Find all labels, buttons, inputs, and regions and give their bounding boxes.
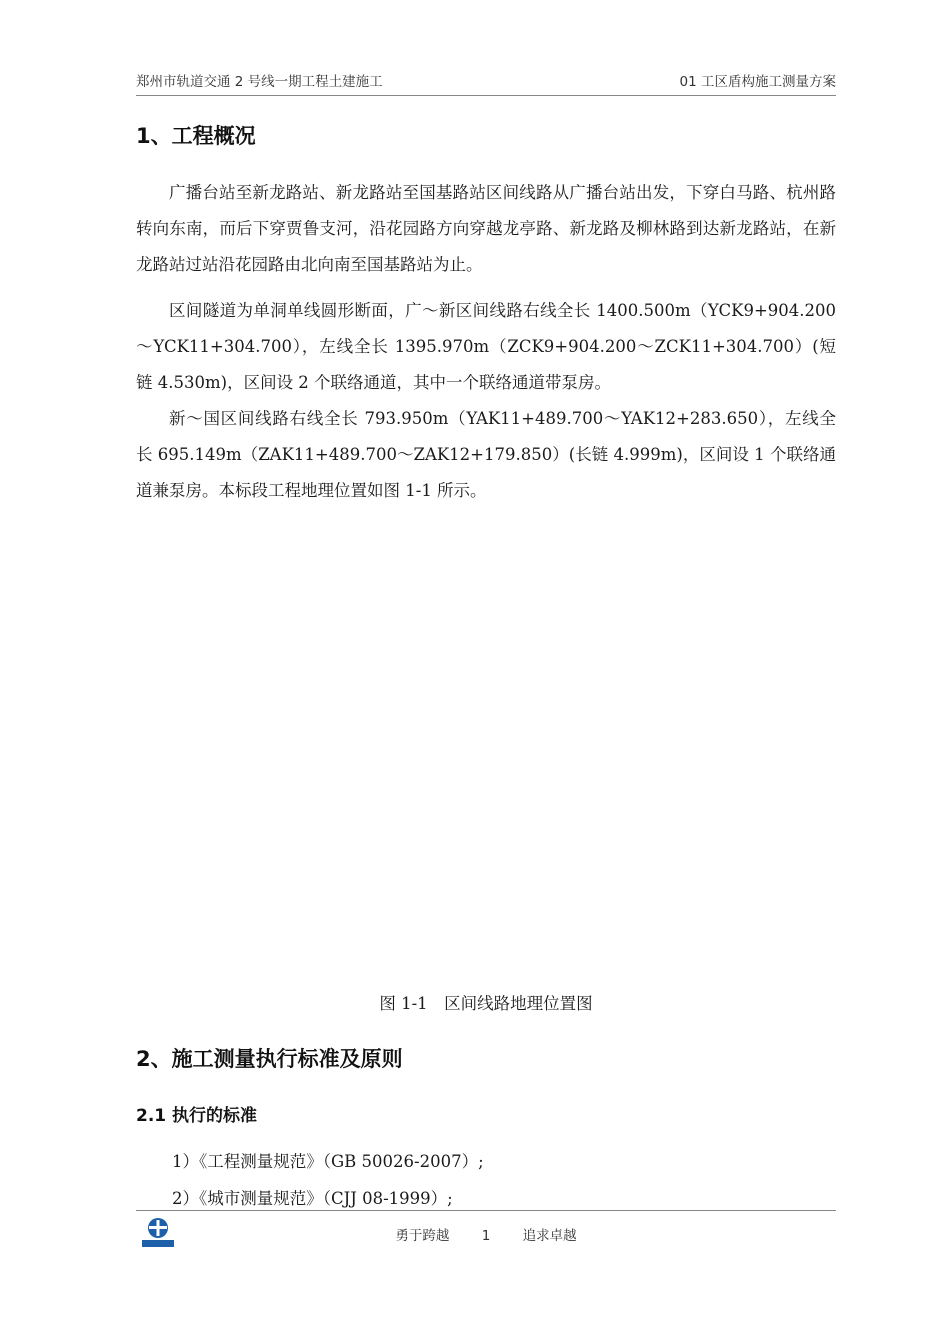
standard-item-2: 2）《城市测量规范》（CJJ 08-1999）; bbox=[172, 1189, 453, 1208]
paragraph-1: 广播台站至新龙路站、新龙路站至国基路站区间线路从广播台站出发，下穿白马路、杭州路转向东南，而后下穿贾鲁支河，沿花园路方向穿越龙亭路、新龙路及柳林路到达新龙路站，在新龙路站过站沿花园路由北向南至国基路站为止。 bbox=[136, 183, 836, 274]
header-right: 01 工区盾构施工测量方案 bbox=[679, 74, 836, 90]
paragraph-2: 区间隧道为单洞单线圆形断面，广～新区间线路右线全长 1400.500m（YCK9+904.200～YCK11+304.700），左线全长 1395.970m（ZCK9+904.200～ZCK11+304.700）(短链 4.530m)，区间设 2 个联络通道，其中一个联络通道带泵房。 bbox=[136, 301, 836, 392]
page-header bbox=[136, 66, 836, 90]
footer-rule bbox=[136, 1210, 836, 1211]
header-left: 郑州市轨道交通 2 号线一期工程土建施工 bbox=[136, 74, 383, 90]
header-rule bbox=[136, 95, 836, 96]
page-footer bbox=[0, 1224, 950, 1244]
footer-right: 追求卓越 bbox=[522, 1228, 577, 1244]
paragraph-3: 新～国区间线路右线全长 793.950m（YAK11+489.700～YAK12+283.650），左线全长 695.149m（ZAK11+489.700～ZAK12+179.850）(长链 4.999m)，区间设 1 个联络通道兼泵房。本标段工程地理位置如图 1-1 所示。 bbox=[136, 409, 836, 500]
section-2-title: 2、施工测量执行标准及原则 bbox=[136, 1047, 403, 1071]
figure-placeholder bbox=[136, 520, 836, 975]
footer-left: 勇于跨越 bbox=[395, 1228, 450, 1244]
page-number: 1 bbox=[481, 1228, 491, 1244]
standard-item-1: 1）《工程测量规范》（GB 50026-2007）; bbox=[172, 1152, 484, 1171]
figure-caption: 图 1-1 区间线路地理位置图 bbox=[379, 994, 593, 1013]
section-1-title: 1、工程概况 bbox=[136, 124, 256, 148]
section-2-1-title: 2.1 执行的标准 bbox=[136, 1106, 258, 1126]
